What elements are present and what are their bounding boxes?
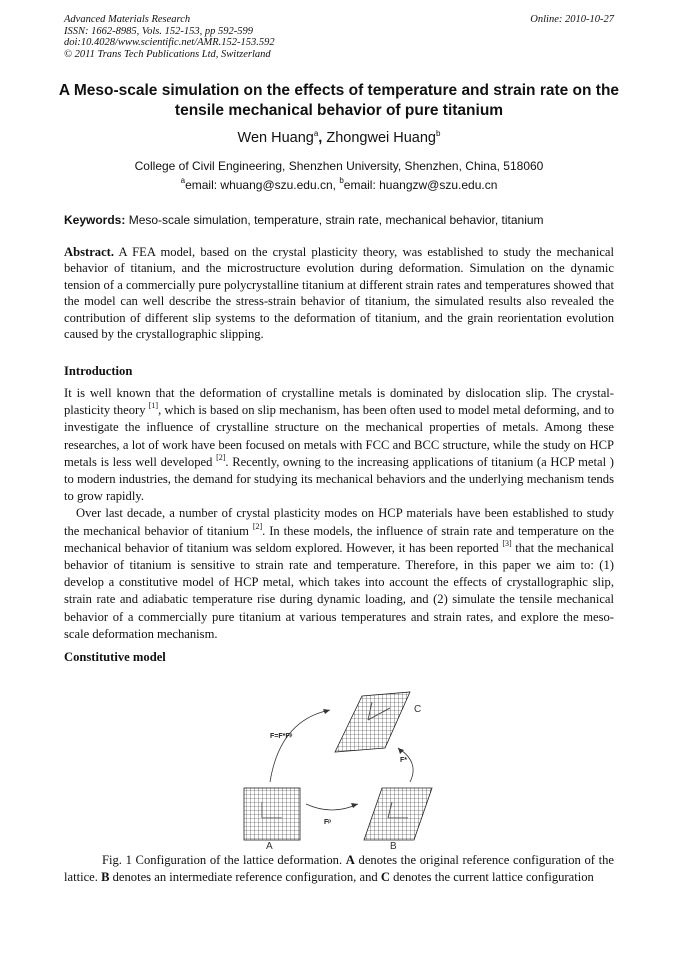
intro-paragraph-1	[64, 385, 614, 505]
caption-t1: Fig. 1 Configuration of the lattice deformation.	[102, 853, 346, 867]
intro-p1-c: . Recently, owning to the increasing applications of titanium (a HCP metal ) to modern industries, the demand for studying its mechanical behaviors and the underlying mechanism tends to grow rapidly.	[64, 454, 614, 504]
ref-2: [2]	[216, 452, 226, 462]
email-a: email: whuang@szu.edu.cn,	[185, 178, 340, 192]
email-b: email: huangzw@szu.edu.cn	[343, 178, 498, 192]
label-f-eq: F=F*Fᵖ	[270, 733, 293, 740]
arrow-a-to-b	[306, 804, 358, 810]
author-separator: ,	[318, 130, 327, 146]
caption-t4: denotes the current lattice configuration	[389, 870, 594, 884]
introduction-heading: Introduction	[64, 364, 133, 378]
constitutive-heading: Constitutive model	[64, 650, 166, 664]
arrow-a-to-c	[270, 710, 330, 782]
keywords-label: Keywords:	[64, 213, 126, 227]
caption-b: B	[101, 870, 110, 884]
intro-p2-a: Over last decade, a number of crystal plasticity modes on HCP materials have been established to study the mechanical behavior of titanium	[64, 506, 614, 538]
config-b-lattice	[364, 788, 432, 840]
label-f-p: Fᵖ	[324, 819, 332, 826]
ref-3: [2]	[252, 521, 263, 531]
config-c-lattice	[335, 692, 410, 752]
config-a-lattice	[244, 788, 300, 840]
label-f-star: F*	[400, 757, 407, 764]
authors	[0, 130, 678, 146]
paper-title: A Meso-scale simulation on the effects of temperature and strain rate on the tensile mechanical behavior of pure titanium	[58, 82, 620, 119]
caption-c: C	[380, 870, 390, 884]
doi-line: doi:10.4028/www.scientific.net/AMR.152-153.592	[64, 37, 275, 48]
label-a: A	[266, 841, 273, 850]
journal-name: Advanced Materials Research	[64, 14, 191, 25]
author-2-sup: b	[436, 129, 441, 138]
intro-paragraph-2	[64, 505, 614, 643]
author-1: Wen Huang	[237, 130, 314, 146]
lattice-deformation-figure	[230, 690, 460, 850]
keywords	[64, 213, 616, 227]
label-b: B	[390, 841, 397, 850]
affiliation: College of Civil Engineering, Shenzhen University, Shenzhen, China, 518060	[134, 159, 544, 173]
online-date: Online: 2010-10-27	[530, 14, 614, 25]
abstract-text: A FEA model, based on the crystal plasticity theory, was established to study the mechanical behavior of titanium, and the microstructure evolution during deformation. Simulation on the dynamic tension of a commercially pure polycrystalline titanium at different strain rates and temperatures showed that the model can well describe the stress-strain behavior of titanium, the simulated results also revealed the contribution of different slip systems to the deformation of titanium, and the grain reorientation evolution caused by the crystallographic slipping.	[64, 245, 614, 342]
email-b-sup: b	[339, 176, 344, 185]
label-c: C	[414, 704, 422, 715]
intro-p1-a: It is well known that the deformation of crystalline metals is dominated by dislocation slip. The crystal-plasticity theory	[64, 386, 614, 418]
intro-p1-b: , which is based on slip mechanism, has been often used to model metal deforming, and to investigate the influence of crystalline structure on the mechanical properties of metals. Among these researches, a lot of work have been focused on metals with FCC and BCC structure, while the study on HCP metals is less well developed	[64, 403, 614, 469]
email-a-sup: a	[180, 176, 186, 185]
author-2: Zhongwei Huang	[326, 130, 436, 146]
author-1-sup: a	[313, 129, 319, 138]
copyright-line: © 2011 Trans Tech Publications Ltd, Switzerland	[64, 48, 271, 60]
intro-p2-c: that the mechanical behavior of titanium is sensitive to strain rate and temperature. Therefore, in this paper we aim to: (1) develop a constitutive model of HCP metal, which takes into account the effects of crystallographic slip, strain rate and adiabatic temperature rise during dynamic loading, and (2) simulate the tensile mechanical behavior of a commercially pure titanium at various temperatures and strain rates, and explore the meso-scale deformation mechanism.	[64, 540, 614, 641]
introduction-body	[64, 385, 614, 643]
caption-t3: denotes an intermediate reference configuration, and	[109, 870, 381, 884]
ref-1: [1]	[148, 401, 159, 411]
caption-a: A	[345, 853, 355, 867]
issn-line: ISSN: 1662-8985, Vols. 152-153, pp 592-599	[64, 25, 253, 37]
figure-caption	[64, 852, 614, 886]
abstract-label: Abstract.	[64, 245, 115, 259]
abstract	[64, 244, 614, 342]
page-header	[64, 14, 614, 60]
email-line	[0, 178, 678, 192]
ref-4: [3]	[502, 538, 512, 548]
keywords-text: Meso-scale simulation, temperature, strain rate, mechanical behavior, titanium	[125, 213, 544, 227]
intro-p2-b: . In these models, the influence of strain rate and temperature on the mechanical behavior of titanium was seldom explored. However, it has been reported	[64, 523, 614, 555]
caption-t2: denotes the original reference configuration of the lattice.	[64, 853, 614, 884]
